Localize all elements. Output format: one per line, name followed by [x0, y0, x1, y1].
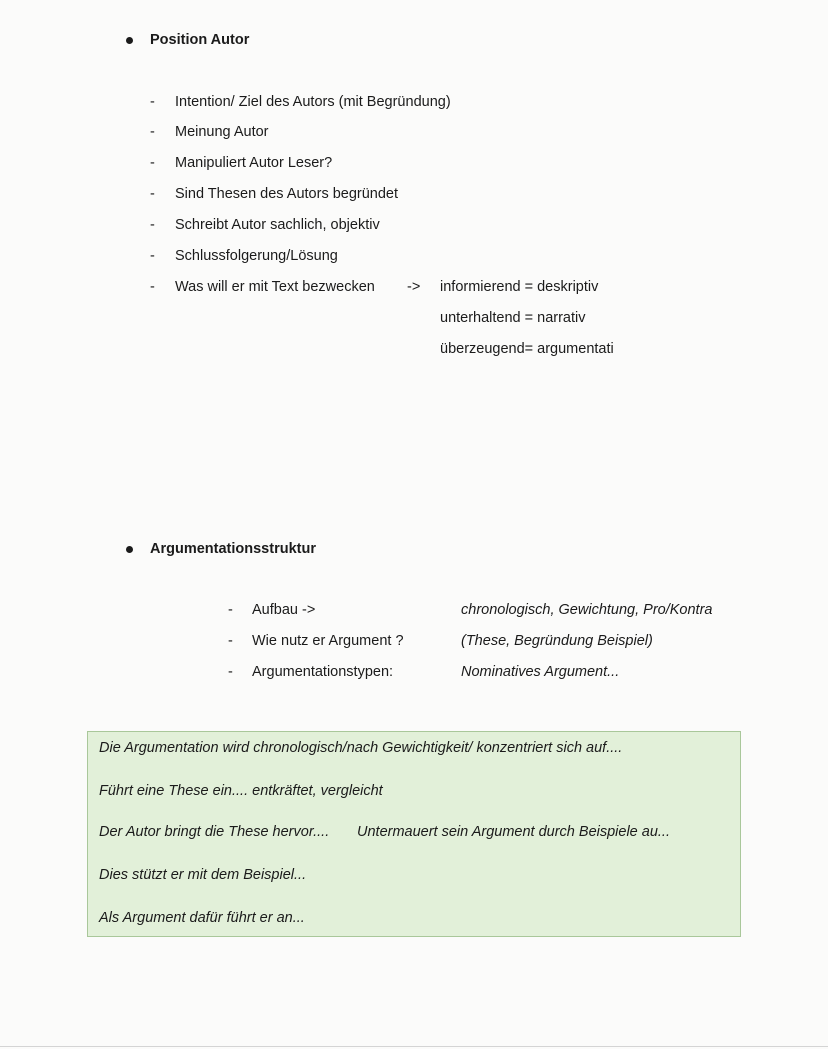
bullet-dot: [126, 37, 133, 44]
structure-value-typen: Nominatives Argument...: [461, 664, 620, 680]
arrow-marker: ->: [407, 279, 421, 295]
phrase-line: Der Autor bringt die These hervor....: [99, 824, 330, 840]
dash-marker: -: [150, 94, 155, 110]
text-type-unterhaltend: unterhaltend = narrativ: [440, 310, 586, 326]
dash-marker: -: [150, 279, 155, 295]
list-item: Was will er mit Text bezwecken: [175, 279, 375, 295]
phrase-line: Führt eine These ein.... entkräftet, vergleicht: [99, 783, 383, 799]
bullet-dot: [126, 546, 133, 553]
section-heading-argumentationsstruktur: Argumentationsstruktur: [150, 541, 316, 557]
structure-label-aufbau: Aufbau ->: [252, 602, 316, 618]
dash-marker: -: [150, 248, 155, 264]
list-item: Manipuliert Autor Leser?: [175, 155, 333, 171]
list-item: Meinung Autor: [175, 124, 269, 140]
dash-marker: -: [150, 124, 155, 140]
phrases-box: [87, 731, 741, 937]
list-item: Schreibt Autor sachlich, objektiv: [175, 217, 380, 233]
phrase-line: Die Argumentation wird chronologisch/nach Gewichtigkeit/ konzentriert sich auf....: [99, 740, 623, 756]
list-item: Sind Thesen des Autors begründet: [175, 186, 399, 202]
dash-marker: -: [228, 602, 233, 618]
list-item: Schlussfolgerung/Lösung: [175, 248, 338, 264]
text-type-informierend: informierend = deskriptiv: [440, 279, 599, 295]
phrase-line: Dies stützt er mit dem Beispiel...: [99, 867, 307, 883]
structure-label-argument: Wie nutz er Argument ?: [252, 633, 404, 649]
phrase-line: Als Argument dafür führt er an...: [99, 910, 305, 926]
dash-marker: -: [150, 186, 155, 202]
dash-marker: -: [228, 664, 233, 680]
structure-label-typen: Argumentationstypen:: [252, 664, 394, 680]
structure-value-aufbau: chronologisch, Gewichtung, Pro/Kontra: [461, 602, 713, 618]
phrase-line: Untermauert sein Argument durch Beispiele au...: [357, 824, 670, 840]
text-type-ueberzeugend: überzeugend= argumentati: [440, 341, 614, 357]
dash-marker: -: [150, 155, 155, 171]
section-heading-position-autor: Position Autor: [150, 32, 250, 48]
page-edge-divider: [0, 1046, 828, 1047]
dash-marker: -: [150, 217, 155, 233]
dash-marker: -: [228, 633, 233, 649]
structure-value-argument: (These, Begründung Beispiel): [461, 633, 653, 649]
list-item: Intention/ Ziel des Autors (mit Begründung): [175, 94, 451, 110]
